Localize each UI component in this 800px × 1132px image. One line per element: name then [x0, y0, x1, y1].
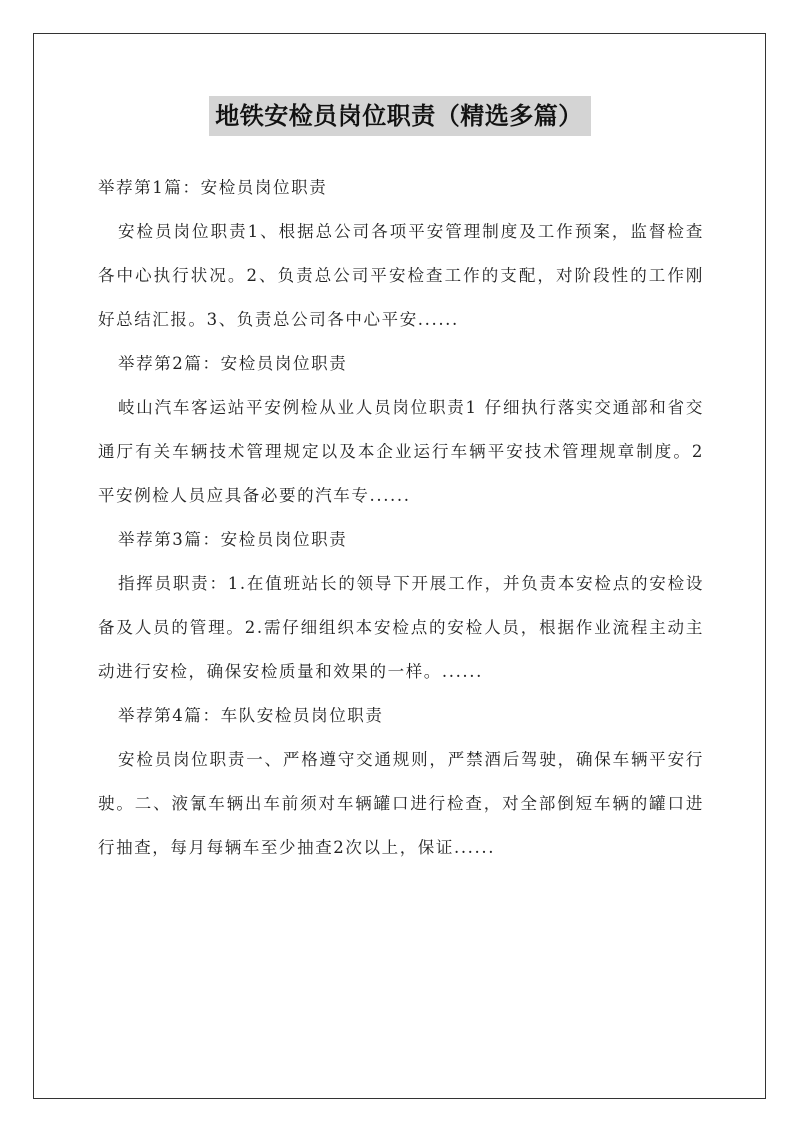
title-container: [0, 96, 800, 136]
section-2: [98, 342, 704, 518]
section-paragraph: 岐山汽车客运站平安例检从业人员岗位职责1 仔细执行落实交通部和省交通厅有关车辆技术管理规定以及本企业运行车辆平安技术管理规章制度。2 平安例检人员应具备必要的汽车专......: [98, 398, 704, 505]
section-heading: 举荐第2篇：安检员岗位职责: [118, 354, 348, 373]
document-title: 地铁安检员岗位职责（精选多篇）: [209, 96, 591, 136]
section-paragraph: 指挥员职责：1.在值班站长的领导下开展工作，并负责本安检点的安检设备及人员的管理。2.需仔细组织本安检点的安检人员，根据作业流程主动主动进行安检，确保安检质量和效果的一样。......: [98, 574, 704, 681]
section-1: [98, 166, 704, 342]
section-4: [98, 694, 704, 870]
document-body: [98, 166, 704, 870]
section-heading: 举荐第3篇：安检员岗位职责: [118, 530, 348, 549]
section-paragraph: 安检员岗位职责一、严格遵守交通规则，严禁酒后驾驶，确保车辆平安行驶。二、液氰车辆出车前须对车辆罐口进行检查，对全部倒短车辆的罐口进行抽查，每月每辆车至少抽查2次以上，保证......: [98, 750, 704, 857]
section-3: [98, 518, 704, 694]
section-paragraph: 安检员岗位职责1、根据总公司各项平安管理制度及工作预案，监督检查各中心执行状况。2、负责总公司平安检查工作的支配，对阶段性的工作刚好总结汇报。3、负责总公司各中心平安......: [98, 222, 704, 329]
section-heading: 举荐第1篇：安检员岗位职责: [98, 178, 328, 197]
section-heading: 举荐第4篇：车队安检员岗位职责: [118, 706, 384, 725]
